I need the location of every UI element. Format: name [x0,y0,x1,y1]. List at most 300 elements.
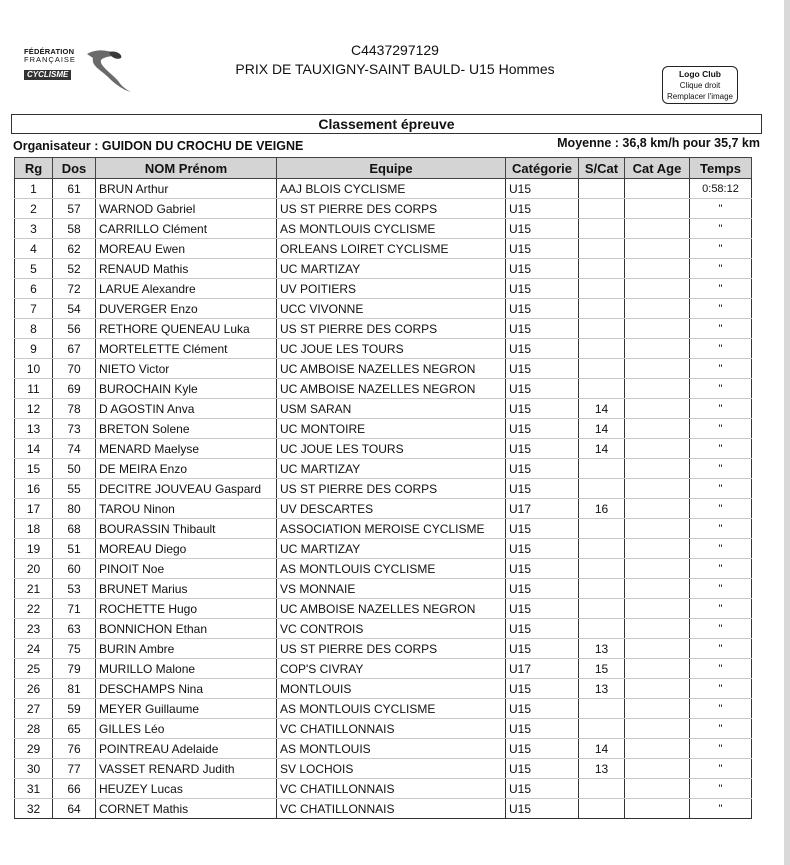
cell-dos: 75 [53,639,96,659]
cell-categorie: U15 [506,599,579,619]
cell-temps: " [690,739,752,759]
cell-nom: CARRILLO Clément [96,219,277,239]
cell-nom: NIETO Victor [96,359,277,379]
cell-scat [579,239,625,259]
cell-categorie: U15 [506,279,579,299]
cell-temps: " [690,359,752,379]
cell-temps: " [690,279,752,299]
cell-dos: 62 [53,239,96,259]
cell-nom: DE MEIRA Enzo [96,459,277,479]
cell-rg: 4 [15,239,53,259]
cell-catage [625,639,690,659]
cell-scat [579,259,625,279]
cell-rg: 9 [15,339,53,359]
cell-nom: POINTREAU Adelaide [96,739,277,759]
cell-temps: " [690,679,752,699]
cell-scat [579,519,625,539]
cell-rg: 29 [15,739,53,759]
cell-scat [579,319,625,339]
cell-categorie: U15 [506,179,579,199]
cell-scat [579,619,625,639]
cell-dos: 71 [53,599,96,619]
cell-rg: 11 [15,379,53,399]
cell-equipe: USM SARAN [277,399,506,419]
cell-temps: " [690,639,752,659]
cell-nom: BRUNET Marius [96,579,277,599]
logo-line-2: FRANÇAISE [24,55,76,64]
cell-catage [625,619,690,639]
cell-nom: TAROU Ninon [96,499,277,519]
cell-temps: " [690,719,752,739]
cell-equipe: AS MONTLOUIS [277,739,506,759]
cell-dos: 53 [53,579,96,599]
cell-catage [625,219,690,239]
cell-temps: " [690,599,752,619]
cell-scat [579,359,625,379]
cell-scat [579,799,625,819]
cell-categorie: U15 [506,639,579,659]
table-row [15,359,752,379]
cell-nom: D AGOSTIN Anva [96,399,277,419]
cell-dos: 66 [53,779,96,799]
cell-temps: " [690,559,752,579]
cell-catage [625,779,690,799]
cell-categorie: U17 [506,499,579,519]
table-row [15,559,752,579]
table-row [15,299,752,319]
cell-catage [625,279,690,299]
cell-temps: " [690,799,752,819]
cell-rg: 19 [15,539,53,559]
table-row [15,259,752,279]
cell-scat [579,539,625,559]
cell-equipe: UC JOUE LES TOURS [277,439,506,459]
cell-rg: 16 [15,479,53,499]
cell-scat [579,299,625,319]
cell-equipe: MONTLOUIS [277,679,506,699]
table-row [15,779,752,799]
cell-catage [625,739,690,759]
table-row [15,419,752,439]
section-title: Classement épreuve [11,114,762,134]
cell-dos: 59 [53,699,96,719]
cell-dos: 50 [53,459,96,479]
organisateur-label: Organisateur : GUIDON DU CROCHU DE VEIGNE [13,139,304,153]
cell-nom: GILLES Léo [96,719,277,739]
cell-rg: 25 [15,659,53,679]
table-row [15,799,752,819]
cell-temps: " [690,399,752,419]
cell-catage [625,399,690,419]
col-header-temps: Temps [690,158,752,179]
average-speed-label: Moyenne : 36,8 km/h pour 35,7 km [557,136,760,150]
cell-dos: 70 [53,359,96,379]
cell-nom: BONNICHON Ethan [96,619,277,639]
cell-scat [579,699,625,719]
cell-scat [579,599,625,619]
table-row [15,539,752,559]
cell-categorie: U15 [506,219,579,239]
cell-catage [625,679,690,699]
cell-equipe: UC AMBOISE NAZELLES NEGRON [277,599,506,619]
cell-dos: 54 [53,299,96,319]
cell-catage [625,479,690,499]
cell-categorie: U15 [506,719,579,739]
table-row [15,619,752,639]
cell-categorie: U15 [506,619,579,639]
cell-temps: " [690,379,752,399]
cell-catage [625,259,690,279]
cell-rg: 5 [15,259,53,279]
cell-equipe: VC CHATILLONNAIS [277,799,506,819]
cell-nom: RETHORE QUENEAU Luka [96,319,277,339]
table-row [15,239,752,259]
cell-rg: 13 [15,419,53,439]
cell-dos: 79 [53,659,96,679]
logo-line-1: FÉDÉRATION [24,47,75,56]
cell-nom: MORTELETTE Clément [96,339,277,359]
cell-scat [579,279,625,299]
cell-categorie: U15 [506,679,579,699]
cell-rg: 28 [15,719,53,739]
cell-rg: 22 [15,599,53,619]
table-row [15,759,752,779]
cell-categorie: U15 [506,319,579,339]
cell-temps: " [690,339,752,359]
cell-equipe: US ST PIERRE DES CORPS [277,319,506,339]
cell-nom: HEUZEY Lucas [96,779,277,799]
cell-temps: " [690,619,752,639]
cell-scat [579,479,625,499]
cell-rg: 18 [15,519,53,539]
cell-scat [579,579,625,599]
cell-scat [579,199,625,219]
cell-dos: 56 [53,319,96,339]
cell-categorie: U15 [506,479,579,499]
cell-categorie: U15 [506,539,579,559]
cell-temps: " [690,299,752,319]
cell-temps: " [690,759,752,779]
cell-catage [625,499,690,519]
cell-dos: 72 [53,279,96,299]
cell-dos: 55 [53,479,96,499]
table-header-row [15,158,752,179]
cell-scat: 16 [579,499,625,519]
cell-scat [579,219,625,239]
cell-rg: 21 [15,579,53,599]
cell-categorie: U15 [506,399,579,419]
col-header-scat: S/Cat [579,158,625,179]
cell-dos: 69 [53,379,96,399]
cell-categorie: U15 [506,459,579,479]
cell-categorie: U15 [506,339,579,359]
cell-catage [625,659,690,679]
cell-temps: " [690,699,752,719]
cell-categorie: U15 [506,439,579,459]
cell-dos: 65 [53,719,96,739]
cell-nom: MOREAU Ewen [96,239,277,259]
cell-categorie: U15 [506,759,579,779]
cell-equipe: ASSOCIATION MEROISE CYCLISME [277,519,506,539]
cell-nom: MOREAU Diego [96,539,277,559]
cell-temps: 0:58:12 [690,179,752,199]
cell-dos: 74 [53,439,96,459]
cell-rg: 7 [15,299,53,319]
cell-rg: 30 [15,759,53,779]
cell-rg: 24 [15,639,53,659]
cell-dos: 51 [53,539,96,559]
cell-categorie: U15 [506,419,579,439]
cell-rg: 8 [15,319,53,339]
cell-scat: 15 [579,659,625,679]
cell-scat: 13 [579,639,625,659]
cell-rg: 6 [15,279,53,299]
table-row [15,339,752,359]
cell-temps: " [690,439,752,459]
col-header-catage: Cat Age [625,158,690,179]
table-row [15,719,752,739]
cell-nom: BRETON Solene [96,419,277,439]
cell-dos: 68 [53,519,96,539]
cell-rg: 31 [15,779,53,799]
cell-catage [625,699,690,719]
logo-club-hint-1: Clique droit [679,81,721,90]
cell-categorie: U15 [506,379,579,399]
race-code [0,42,790,58]
table-row [15,739,752,759]
cell-catage [625,319,690,339]
cell-equipe: AS MONTLOUIS CYCLISME [277,699,506,719]
cell-rg: 3 [15,219,53,239]
cell-dos: 81 [53,679,96,699]
cell-categorie: U17 [506,659,579,679]
cell-categorie: U15 [506,579,579,599]
table-row [15,519,752,539]
cell-nom: DUVERGER Enzo [96,299,277,319]
cell-equipe: UCC VIVONNE [277,299,506,319]
cell-temps: " [690,499,752,519]
cell-rg: 32 [15,799,53,819]
table-row [15,199,752,219]
cell-equipe: UC MARTIZAY [277,459,506,479]
cell-scat [579,559,625,579]
cell-rg: 12 [15,399,53,419]
cell-catage [625,519,690,539]
cell-temps: " [690,479,752,499]
table-row [15,479,752,499]
logo-line-3: CYCLISME [24,70,71,80]
cell-dos: 77 [53,759,96,779]
cell-temps: " [690,239,752,259]
cell-temps: " [690,519,752,539]
cell-equipe: UC JOUE LES TOURS [277,339,506,359]
cell-nom: MURILLO Malone [96,659,277,679]
cell-categorie: U15 [506,779,579,799]
table-row [15,379,752,399]
table-row [15,179,752,199]
cell-catage [625,579,690,599]
cell-equipe: AS MONTLOUIS CYCLISME [277,219,506,239]
race-code-text: C4437297129 [351,42,439,58]
cell-dos: 78 [53,399,96,419]
table-row [15,599,752,619]
cell-nom: WARNOD Gabriel [96,199,277,219]
cell-equipe: AAJ BLOIS CYCLISME [277,179,506,199]
table-row [15,499,752,519]
cell-dos: 63 [53,619,96,639]
cell-nom: VASSET RENARD Judith [96,759,277,779]
cell-categorie: U15 [506,799,579,819]
cell-nom: DECITRE JOUVEAU Gaspard [96,479,277,499]
cell-equipe: UC MARTIZAY [277,259,506,279]
cell-equipe: VC CONTROIS [277,619,506,639]
cell-scat [579,339,625,359]
cell-dos: 80 [53,499,96,519]
cell-catage [625,379,690,399]
cell-temps: " [690,319,752,339]
cell-dos: 60 [53,559,96,579]
table-row [15,659,752,679]
cell-nom: ROCHETTE Hugo [96,599,277,619]
cell-catage [625,559,690,579]
table-row [15,399,752,419]
cell-equipe: VS MONNAIE [277,579,506,599]
cell-equipe: VC CHATILLONNAIS [277,779,506,799]
cell-equipe: US ST PIERRE DES CORPS [277,639,506,659]
cell-categorie: U15 [506,199,579,219]
table-row [15,219,752,239]
cell-scat: 14 [579,439,625,459]
cell-scat: 14 [579,399,625,419]
cell-catage [625,439,690,459]
cell-equipe: UC AMBOISE NAZELLES NEGRON [277,359,506,379]
cell-dos: 58 [53,219,96,239]
cell-temps: " [690,579,752,599]
cell-catage [625,599,690,619]
cell-equipe: COP'S CIVRAY [277,659,506,679]
cell-catage [625,199,690,219]
page-edge-strip [784,0,790,865]
cell-catage [625,339,690,359]
cell-rg: 14 [15,439,53,459]
cell-scat [579,179,625,199]
cell-dos: 64 [53,799,96,819]
cell-temps: " [690,419,752,439]
cell-nom: BRUN Arthur [96,179,277,199]
cell-dos: 76 [53,739,96,759]
cell-catage [625,759,690,779]
cell-temps: " [690,539,752,559]
results-table [14,157,752,819]
cell-equipe: UC AMBOISE NAZELLES NEGRON [277,379,506,399]
cell-dos: 73 [53,419,96,439]
cell-categorie: U15 [506,699,579,719]
cell-equipe: UC MARTIZAY [277,539,506,559]
cell-equipe: UV POITIERS [277,279,506,299]
cell-catage [625,239,690,259]
cell-nom: DESCHAMPS Nina [96,679,277,699]
cell-rg: 2 [15,199,53,219]
cell-nom: BURIN Ambre [96,639,277,659]
cell-equipe: US ST PIERRE DES CORPS [277,479,506,499]
cell-nom: BOURASSIN Thibault [96,519,277,539]
cell-catage [625,719,690,739]
col-header-categorie: Catégorie [506,158,579,179]
table-row [15,439,752,459]
cell-nom: PINOIT Noe [96,559,277,579]
cell-categorie: U15 [506,739,579,759]
cell-scat [579,779,625,799]
cell-rg: 27 [15,699,53,719]
cell-rg: 15 [15,459,53,479]
cell-rg: 20 [15,559,53,579]
cell-categorie: U15 [506,359,579,379]
logo-club-title: Logo Club [678,69,721,79]
logo-club-placeholder[interactable] [662,66,738,104]
cell-rg: 17 [15,499,53,519]
col-header-equipe: Equipe [277,158,506,179]
cell-temps: " [690,459,752,479]
cell-temps: " [690,659,752,679]
cell-dos: 61 [53,179,96,199]
cell-scat: 13 [579,759,625,779]
cell-catage [625,179,690,199]
col-header-rg: Rg [15,158,53,179]
cell-catage [625,799,690,819]
col-header-dos: Dos [53,158,96,179]
cell-nom: MEYER Guillaume [96,699,277,719]
cell-nom: BUROCHAIN Kyle [96,379,277,399]
cell-dos: 52 [53,259,96,279]
race-title-text: PRIX DE TAUXIGNY-SAINT BAULD- U15 Hommes [235,61,555,77]
cell-temps: " [690,219,752,239]
cell-categorie: U15 [506,559,579,579]
cell-equipe: ORLEANS LOIRET CYCLISME [277,239,506,259]
cell-scat [579,459,625,479]
cell-categorie: U15 [506,299,579,319]
cell-categorie: U15 [506,259,579,279]
table-row [15,699,752,719]
col-header-nom: NOM Prénom [96,158,277,179]
table-row [15,319,752,339]
cell-scat: 14 [579,419,625,439]
cell-catage [625,539,690,559]
table-row [15,639,752,659]
cell-nom: MENARD Maelyse [96,439,277,459]
cell-catage [625,299,690,319]
cell-catage [625,459,690,479]
cell-nom: RENAUD Mathis [96,259,277,279]
cell-catage [625,359,690,379]
table-row [15,579,752,599]
cell-equipe: UV DESCARTES [277,499,506,519]
cell-scat: 13 [579,679,625,699]
cell-categorie: U15 [506,519,579,539]
cell-nom: CORNET Mathis [96,799,277,819]
cell-rg: 23 [15,619,53,639]
table-row [15,459,752,479]
cell-temps: " [690,199,752,219]
table-row [15,679,752,699]
cell-scat [579,379,625,399]
logo-club-hint-2: Remplacer l'image [667,92,733,101]
cell-equipe: AS MONTLOUIS CYCLISME [277,559,506,579]
cell-dos: 57 [53,199,96,219]
cell-rg: 1 [15,179,53,199]
table-row [15,279,752,299]
cell-equipe: US ST PIERRE DES CORPS [277,199,506,219]
cell-nom: LARUE Alexandre [96,279,277,299]
